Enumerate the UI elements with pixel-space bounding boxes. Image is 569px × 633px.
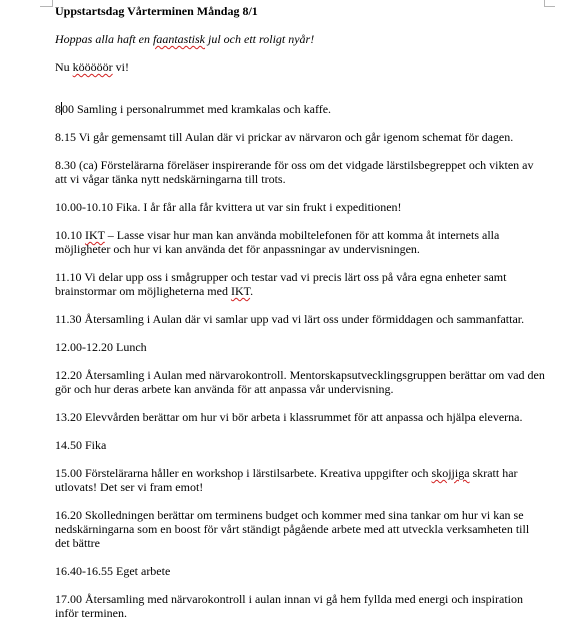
agenda-item-1010-after: – Lasse visar hur man kan använda mobiltelefonen för att komma åt internets alla möjligheter och hur vi kan använda det för anpassningar av undervisningen. (55, 228, 500, 256)
agenda-item-1500-after: skratt har utlovats! Det ser vi fram emot! (55, 466, 518, 494)
agenda-item-1110-before: 11.10 Vi delar upp oss i smågrupper och testar vad vi precis lärt oss på våra egna enheter samt brainstormar om möjligheterna med (55, 270, 507, 298)
intro-paragraph (55, 60, 545, 74)
agenda-item-0815: 8.15 Vi går gemensamt till Aulan där vi prickar av närvaron och går igenom schemat för dagen. (55, 130, 514, 144)
agenda-item-1450: 14.50 Fika (55, 438, 107, 452)
agenda-item-1640: 16.40-16.55 Eget arbete (55, 564, 171, 578)
agenda-item-0800 (55, 102, 545, 116)
page-corner-mark-right (544, 0, 555, 7)
agenda-item-1000: 10.00-10.10 Fika. I år får alla får kvittera ut var sin frukt i expeditionen! (55, 200, 402, 214)
agenda-item-0800-rest: 00 Samling i personalrummet med kramkalas och kaffe. (62, 102, 332, 116)
agenda-item-1500 (55, 466, 545, 494)
agenda-item-1500-before: 15.00 Förstelärarna håller en workshop i lärstilsarbete. Kreativa uppgifter och (55, 466, 432, 480)
agenda-item-1320: 13.20 Elevvården berättar om hur vi bör arbeta i klassrummet för att anpassa och hjälpa eleverna. (55, 410, 523, 424)
misspelled-word-ikt-2[interactable]: IKT (230, 284, 251, 298)
agenda-item-1200: 12.00-12.20 Lunch (55, 340, 147, 354)
agenda-item-1010-before: 10.10 (55, 228, 85, 242)
intro-text-after: vi! (112, 60, 130, 74)
misspelled-word-koooor[interactable]: kööööör (72, 60, 113, 74)
agenda-item-1010 (55, 228, 545, 256)
intro-text-before: Nu (55, 60, 73, 74)
agenda-item-1130: 11.30 Återsamling i Aulan där vi samlar upp vad vi lärt oss under förmiddagen och sammanfattar. (55, 312, 525, 326)
greeting-text-after: jul och ett roligt nyår! (205, 32, 315, 46)
agenda-item-0830: 8.30 (ca) Förstelärarna föreläser inspirerande för oss om det vidgade lärstilsbegreppet och vikten av att vi vågar tänka nytt nedskärningarna till trots. (55, 158, 534, 186)
page-corner-mark-left (40, 0, 53, 7)
misspelled-word-ikt[interactable]: IKT (85, 228, 105, 242)
agenda-item-1700: 17.00 Återsamling med närvarokontroll i aulan innan vi gå hem fyllda med energi och inspiration inför terminen. (55, 592, 523, 620)
agenda-item-1110 (55, 270, 545, 298)
greeting-paragraph (55, 32, 545, 46)
greeting-text-before: Hoppas alla haft en (55, 32, 153, 46)
document-title: Uppstartsdag Vårterminen Måndag 8/1 (55, 4, 258, 18)
agenda-item-0800-first: 8 (55, 102, 61, 116)
document-body[interactable] (55, 4, 545, 633)
misspelled-word-faantastisk[interactable]: faantastisk (153, 32, 206, 46)
empty-paragraph (55, 88, 545, 102)
agenda-item-1110-after: . (250, 284, 254, 298)
agenda-item-1620: 16.20 Skolledningen berättar om terminens budget och kommer med sina tankar om hur vi kan se nedskärningarna som en boost för vårt ständigt pågående arbete med att utveckla verksamheten till det bättre (55, 508, 530, 550)
misspelled-word-skojjiga[interactable]: skojjiga (431, 466, 470, 480)
agenda-item-1220: 12.20 Återsamling i Aulan med närvarokontroll. Mentorskapsutvecklingsgruppen berättar om vad den gör och hur deras arbete kan använda för att anpassa vår undervisning. (55, 368, 545, 396)
